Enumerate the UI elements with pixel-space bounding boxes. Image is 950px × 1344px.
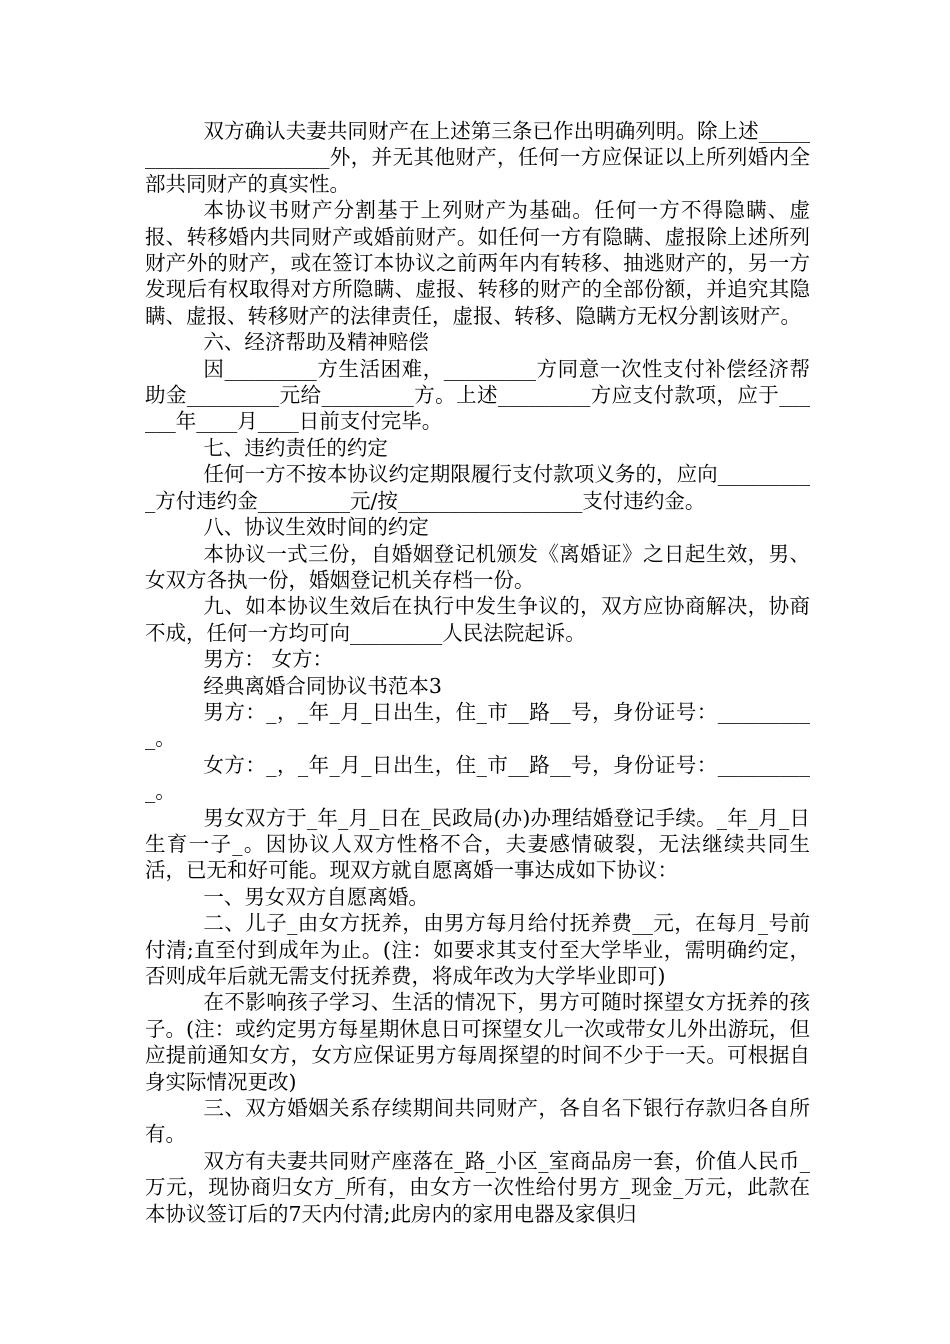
- signature-line: 男方： 女方：: [203, 647, 333, 672]
- paragraph-dispute-resolution: 九、如本协议生效后在执行中发生争议的，双方应协商解决，协商不成，任何一方均可向_________人民法院起诉。: [145, 594, 810, 645]
- paragraph-visitation: 在不影响孩子学习、生活的情况下，男方可随时探望女方抚养的孩子。(注：或约定男方每星期休息日可探望女儿一次或带女儿外出游玩，但应提前通知女方，女方应保证男方每周探望的时间不少于一天。可根据自身实际情况更改): [145, 990, 810, 1094]
- paragraph-property-division: 本协议书财产分割基于上列财产为基础。任何一方不得隐瞒、虚报、转移婚内共同财产或婚前财产。如任何一方有隐瞒、虚报除上述所列财产外的财产，或在签订本协议之前两年内有转移、抽逃财产的，另一方发现后有权取得对方所隐瞒、虚报、转移的财产的全部份额，并追究其隐瞒、虚报、转移财产的法律责任，虚报、转移、隐瞒方无权分割该财产。: [145, 198, 810, 328]
- paragraph-economic-aid: 因_________方生活困难，_________方同意一次性支付补偿经济帮助金_________元给_________方。上述_________方应支付款项，应于______年____月____日前支付完毕。: [145, 356, 810, 434]
- clause-child-custody: 二、儿子_由女方抚养，由男方每月给付抚养费__元，在每月_号前付清;直至付到成年为止。(注：如要求其支付至大学毕业，需明确约定，否则成年后就无需支付抚养费，将成年改为大学毕业即可): [145, 911, 810, 988]
- document-body: [145, 118, 810, 1227]
- heading-breach-liability: 七、违约责任的约定: [203, 435, 388, 460]
- heading-effective-time: 八、协议生效时间的约定: [203, 515, 429, 540]
- paragraph-female-party: 女方：_，_年_月_日出生，住_市__路__号，身份证号：__________。: [145, 752, 810, 804]
- paragraph-effective-time: 本协议一式三份，自婚姻登记机颁发《离婚证》之日起生效，男、女双方各执一份，婚姻登记机关存档一份。: [145, 541, 810, 592]
- heading-economic-aid: 六、经济帮助及精神赔偿: [203, 330, 429, 355]
- clause-joint-property: 三、双方婚姻关系存续期间共同财产，各自名下银行存款归各自所有。: [145, 1096, 810, 1147]
- paragraph-male-party: 男方：_，_年_月_日出生，住_市__路__号，身份证号：__________。: [145, 699, 810, 751]
- paragraph-marriage-background: 男女双方于_年_月_日在_民政局(办)办理结婚登记手续。_年_月_日生育一子_。因协议人双方性格不合，夫妻感情破裂，无法继续共同生活，已无和好可能。现双方就自愿离婚一事达成如下协议：: [145, 805, 810, 883]
- paragraph-house-property: 双方有夫妻共同财产座落在_路_小区_室商品房一套，价值人民币_万元，现协商归女方_所有，由女方一次性给付男方_现金_万元，此款在本协议签订后的7天内付清;此房内的家用电器及家俱归: [145, 1148, 810, 1226]
- clause-voluntary-divorce: 一、男女双方自愿离婚。: [203, 884, 429, 909]
- paragraph-property-confirmation: 双方确认夫妻共同财产在上述第三条已作出明确列明。除上述_______________________外，并无其他财产，任何一方应保证以上所列婚内全部共同财产的真实性。: [145, 119, 810, 196]
- section-title-template-3: 经典离婚合同协议书范本3: [203, 673, 442, 698]
- paragraph-breach-liability: 任何一方不按本协议约定期限履行支付款项义务的，应向__________方付违约金_________元/按__________________支付违约金。: [145, 462, 810, 513]
